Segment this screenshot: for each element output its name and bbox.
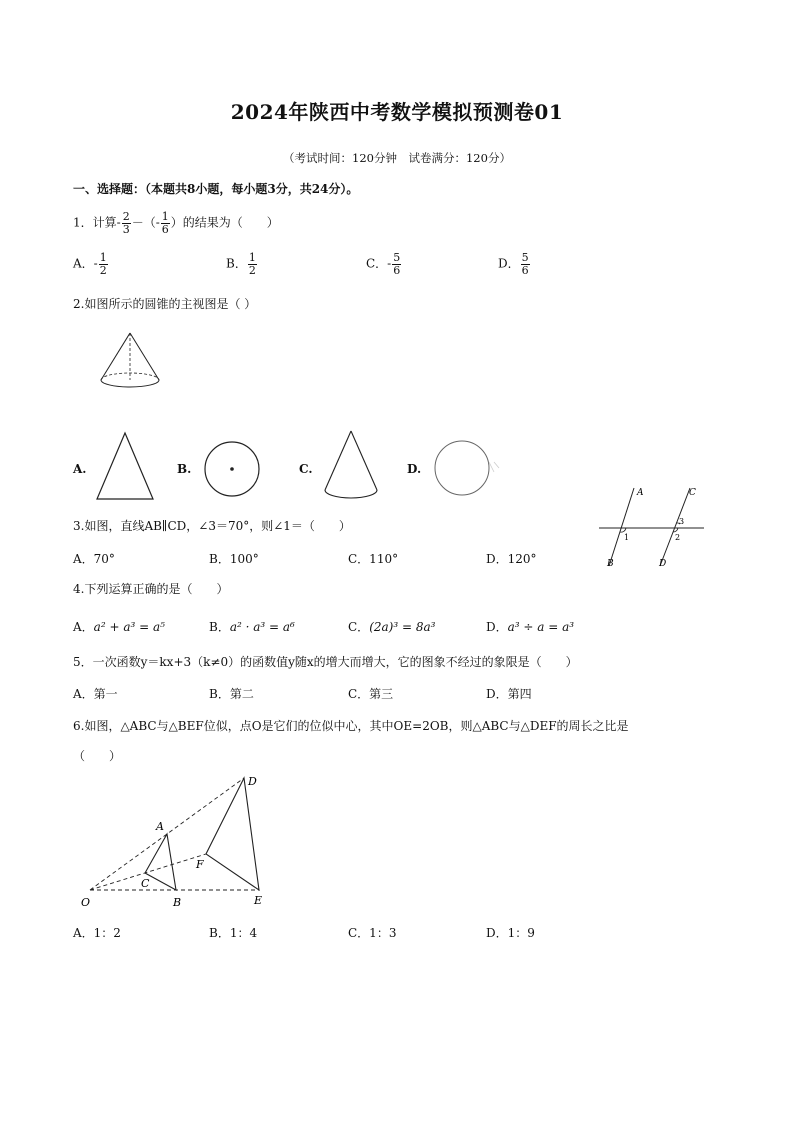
q1-c-label: C．- <box>366 256 392 271</box>
question-5: 5．一次函数y＝kx+3（k≠0）的函数值y随x的增大而增大，它的图象不经过的象限是（ ） <box>73 655 578 669</box>
q1-mid: －（- <box>131 215 160 230</box>
q4-b-expr: a² · a³ = a⁶ <box>229 620 295 634</box>
q6-option-a[interactable]: A．1：2 <box>73 926 121 940</box>
q1-f2-num: 1 <box>161 210 169 223</box>
q6-label-b: B <box>173 896 182 909</box>
q1-option-c[interactable] <box>366 252 402 276</box>
q1-fraction-2 <box>161 211 170 235</box>
q2-option-c[interactable]: C. <box>299 462 313 476</box>
q2-b-circle-dot-icon <box>201 439 263 499</box>
q3-label-c: C <box>689 488 696 498</box>
q3-option-d[interactable]: D．120° <box>486 552 537 566</box>
q2-option-b[interactable]: B. <box>177 462 192 476</box>
question-6: 6.如图，△ABC与△BEF位似，点O是它们的位似中心，其中OE=2OB，则△ABC与△DEF的周长之比是 <box>73 719 629 733</box>
q1-b-frac <box>248 252 257 276</box>
q3-angle-2: 2 <box>675 533 681 542</box>
q1-c-frac <box>392 252 401 276</box>
q1-d-frac <box>521 252 530 276</box>
q1-b-label: B． <box>226 256 247 271</box>
q1-a-den: 2 <box>99 263 107 277</box>
q5-option-d[interactable]: D．第四 <box>486 687 532 701</box>
q1-a-num: 1 <box>99 251 107 264</box>
question-2: 2.如图所示的圆锥的主视图是（ ） <box>73 297 257 311</box>
section-heading: 一、选择题：（本题共8小题，每小题3分，共24分）。 <box>73 182 359 196</box>
q1-f1-den: 3 <box>122 222 130 236</box>
q1-option-d[interactable] <box>498 252 531 276</box>
q4-option-d[interactable] <box>486 618 574 635</box>
q4-option-b[interactable] <box>209 618 295 635</box>
q1-d-den: 6 <box>521 263 529 277</box>
q2-option-d[interactable]: D. <box>407 462 422 476</box>
q1-d-label: D． <box>498 256 520 271</box>
q5-option-b[interactable]: B．第二 <box>209 687 254 701</box>
page-title: 2024年陕西中考数学模拟预测卷01 <box>230 100 564 124</box>
q6-label-f: F <box>196 858 204 871</box>
q6-option-c[interactable]: C．1：3 <box>348 926 397 940</box>
q6-option-d[interactable]: D．1：9 <box>486 926 535 940</box>
q3-option-a[interactable]: A．70° <box>73 552 115 566</box>
q6-label-e: E <box>254 894 263 907</box>
q1-option-b[interactable] <box>226 252 258 276</box>
q1-d-num: 5 <box>521 251 529 264</box>
q6-label-c: C <box>141 877 150 890</box>
q1-f2-den: 6 <box>161 222 169 236</box>
q1-b-den: 2 <box>248 263 256 277</box>
q1-c-den: 6 <box>393 263 401 277</box>
q2-option-a[interactable]: A. <box>73 462 87 476</box>
q1-f1-num: 2 <box>122 210 130 223</box>
q1-suffix: ）的结果为（ ） <box>170 215 279 230</box>
cone-3d-figure <box>96 330 166 392</box>
q4-option-a[interactable] <box>73 618 165 635</box>
q6-label-o: O <box>81 896 91 909</box>
exam-info: （考试时间：120分钟 试卷满分：120分） <box>283 151 511 165</box>
q4-a-expr: a² + a³ = a⁵ <box>93 620 165 634</box>
question-3: 3.如图，直线AB∥CD，∠3＝70°，则∠1＝（ ） <box>73 519 351 533</box>
q2-c-cone-icon <box>320 428 382 504</box>
question-1 <box>73 211 279 235</box>
q3-option-b[interactable]: B．100° <box>209 552 259 566</box>
q4-c-expr: (2a)³ = 8a³ <box>369 620 436 634</box>
q4-option-c[interactable] <box>348 618 435 635</box>
q1-option-a[interactable] <box>73 252 109 276</box>
q4-a-label: A． <box>73 620 94 634</box>
question-4: 4.下列运算正确的是（ ） <box>73 582 229 596</box>
q4-c-label: C． <box>348 620 370 634</box>
q3-angle-1: 1 <box>624 533 630 542</box>
q4-d-label: D． <box>486 620 508 634</box>
q1-b-num: 1 <box>248 251 256 264</box>
q6-label-a: A <box>156 820 164 833</box>
q3-parallel-lines-figure <box>596 484 708 570</box>
q1-a-frac <box>99 252 108 276</box>
q6-option-b[interactable]: B．1：4 <box>209 926 258 940</box>
q2-a-triangle-icon <box>93 430 157 502</box>
q6-label-d: D <box>248 775 257 788</box>
q1-prefix: 1．计算 <box>73 215 117 230</box>
q3-angle-3: 3 <box>679 517 685 526</box>
q6-homothety-figure <box>78 770 278 910</box>
q3-label-a: A <box>637 488 644 498</box>
q4-d-expr: a³ ÷ a = a³ <box>507 620 575 634</box>
q3-label-d: D <box>659 559 667 569</box>
q2-d-circle-icon <box>431 438 505 500</box>
q1-a-label: A．- <box>73 256 98 271</box>
q1-minus: - <box>116 215 121 230</box>
q4-b-label: B． <box>209 620 230 634</box>
q5-option-c[interactable]: C．第三 <box>348 687 394 701</box>
q3-label-b: B <box>607 559 614 569</box>
question-6-paren: （ ） <box>73 749 122 763</box>
q1-fraction-1 <box>122 211 131 235</box>
q1-c-num: 5 <box>393 251 401 264</box>
q5-option-a[interactable]: A．第一 <box>73 687 118 701</box>
q3-option-c[interactable]: C．110° <box>348 552 399 566</box>
